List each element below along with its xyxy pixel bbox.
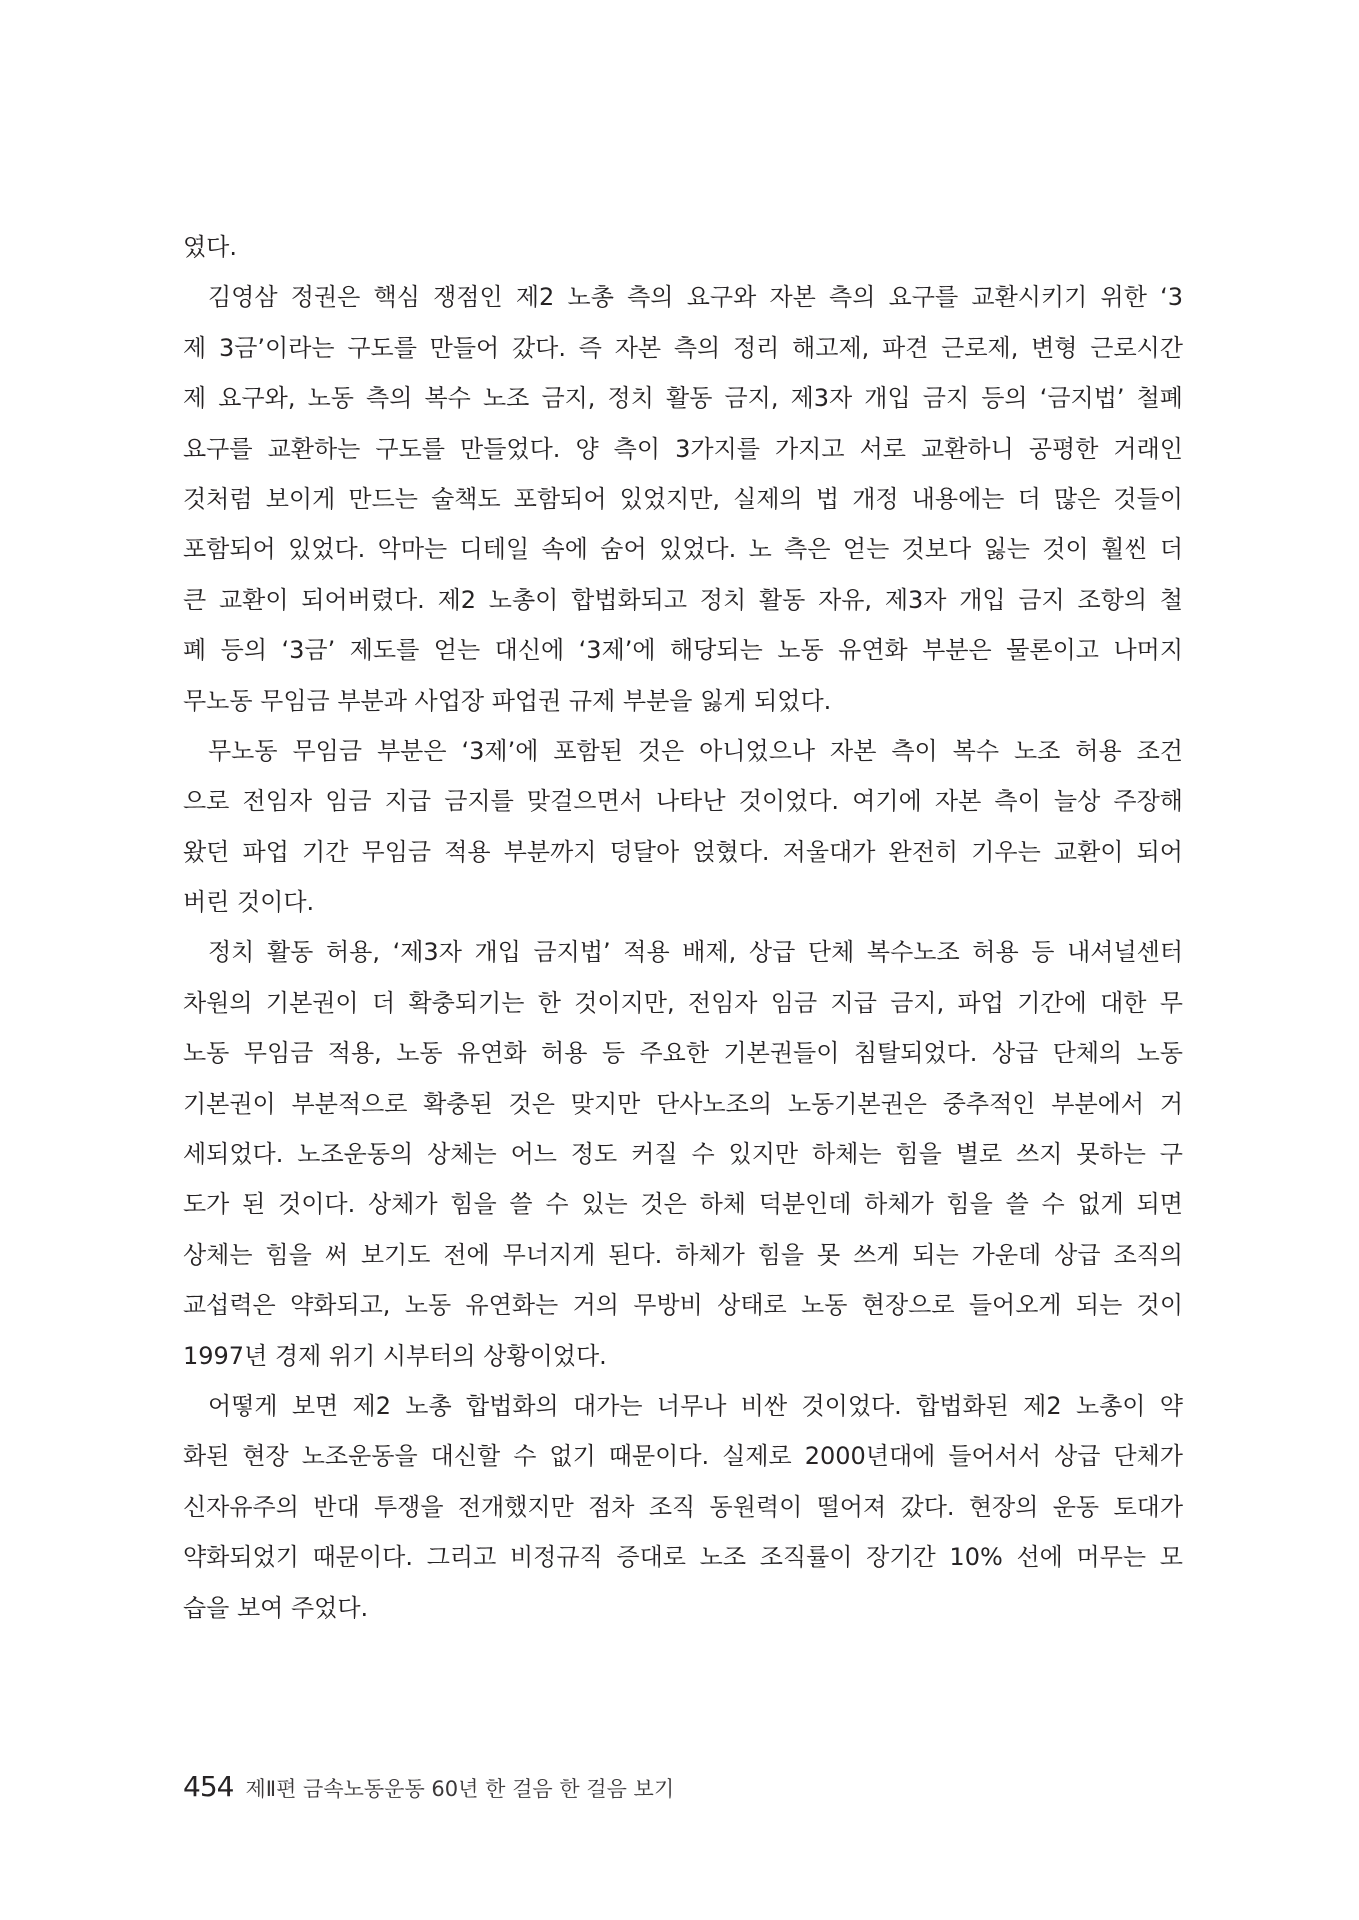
text-line: 화된 현장 노조운동을 대신할 수 없기 때문이다. 실제로 2000년대에 들어서서 상급 단체가: [183, 1442, 1183, 1471]
text-line: 제 요구와, 노동 측의 복수 노조 금지, 정치 활동 금지, 제3자 개입 금지 등의 ‘금지법’ 철폐: [183, 384, 1183, 413]
text-line: 큰 교환이 되어버렸다. 제2 노총이 합법화되고 정치 활동 자유, 제3자 개입 금지 조항의 철: [183, 585, 1183, 614]
text-line: 것처럼 보이게 만드는 술책도 포함되어 있었지만, 실제의 법 개정 내용에는 더 많은 것들이: [183, 484, 1183, 513]
text-line: 정치 활동 허용, ‘제3자 개입 금지법’ 적용 배제, 상급 단체 복수노조 허용 등 내셔널센터: [208, 938, 1183, 967]
text-line: 노동 무임금 적용, 노동 유연화 허용 등 주요한 기본권들이 침탈되었다. 상급 단체의 노동: [183, 1039, 1183, 1068]
paragraph: [183, 222, 1183, 272]
body-text: [183, 222, 1183, 1633]
text-line: 버린 것이다.: [183, 888, 315, 917]
page-number: 454: [183, 1770, 234, 1803]
text-line: 세되었다. 노조운동의 상체는 어느 정도 커질 수 있지만 하체는 힘을 별로 쓰지 못하는 구: [183, 1140, 1183, 1169]
paragraph: [183, 726, 1183, 928]
text-line: 무노동 무임금 부분은 ‘3제’에 포함된 것은 아니었으나 자본 측이 복수 노조 허용 조건: [208, 736, 1183, 765]
text-line: 약화되었기 때문이다. 그리고 비정규직 증대로 노조 조직률이 장기간 10% 선에 머무는 모: [183, 1543, 1183, 1572]
text-line: 습을 보여 주었다.: [183, 1593, 369, 1622]
text-line: 김영삼 정권은 핵심 쟁점인 제2 노총 측의 요구와 자본 측의 요구를 교환시키기 위한 ‘3: [208, 283, 1183, 312]
text-line: 교섭력은 약화되고, 노동 유연화는 거의 무방비 상태로 노동 현장으로 들어오게 되는 것이: [183, 1291, 1183, 1320]
text-line: 포함되어 있었다. 악마는 디테일 속에 숨어 있었다. 노 측은 얻는 것보다 잃는 것이 훨씬 더: [183, 535, 1183, 564]
text-line: 폐 등의 ‘3금’ 제도를 얻는 대신에 ‘3제’에 해당되는 노동 유연화 부분은 물론이고 나머지: [183, 636, 1183, 665]
text-line: 차원의 기본권이 더 확충되기는 한 것이지만, 전임자 임금 지급 금지, 파업 기간에 대한 무: [183, 988, 1183, 1017]
text-line: 왔던 파업 기간 무임금 적용 부분까지 덩달아 얹혔다. 저울대가 완전히 기우는 교환이 되어: [183, 837, 1183, 866]
text-line: 으로 전임자 임금 지급 금지를 맞걸으면서 나타난 것이었다. 여기에 자본 측이 늘상 주장해: [183, 787, 1183, 816]
text-line: 요구를 교환하는 구도를 만들었다. 양 측이 3가지를 가지고 서로 교환하니 공평한 거래인: [183, 434, 1183, 463]
paragraph: [183, 927, 1183, 1381]
page-footer: [183, 1770, 674, 1803]
running-title: 제Ⅱ편 금속노동운동 60년 한 걸음 한 걸음 보기: [245, 1777, 675, 1801]
text-line: 제 3금’이라는 구도를 만들어 갔다. 즉 자본 측의 정리 해고제, 파견 근로제, 변형 근로시간: [183, 333, 1183, 362]
text-line: 무노동 무임금 부분과 사업장 파업권 규제 부분을 잃게 되었다.: [183, 686, 832, 715]
paragraph: [183, 1381, 1183, 1633]
text-line: 1997년 경제 위기 시부터의 상황이었다.: [183, 1341, 607, 1370]
paragraph: [183, 272, 1183, 726]
text-line: 어떻게 보면 제2 노총 합법화의 대가는 너무나 비싼 것이었다. 합법화된 제2 노총이 약: [208, 1391, 1183, 1420]
text-line: 기본권이 부분적으로 확충된 것은 맞지만 단사노조의 노동기본권은 중추적인 부분에서 거: [183, 1089, 1183, 1118]
text-line: 신자유주의 반대 투쟁을 전개했지만 점차 조직 동원력이 떨어져 갔다. 현장의 운동 토대가: [183, 1492, 1183, 1521]
text-line: 였다.: [183, 233, 237, 261]
text-line: 상체는 힘을 써 보기도 전에 무너지게 된다. 하체가 힘을 못 쓰게 되는 가운데 상급 조직의: [183, 1240, 1183, 1269]
text-line: 도가 된 것이다. 상체가 힘을 쓸 수 있는 것은 하체 덕분인데 하체가 힘을 쓸 수 없게 되면: [183, 1190, 1183, 1219]
